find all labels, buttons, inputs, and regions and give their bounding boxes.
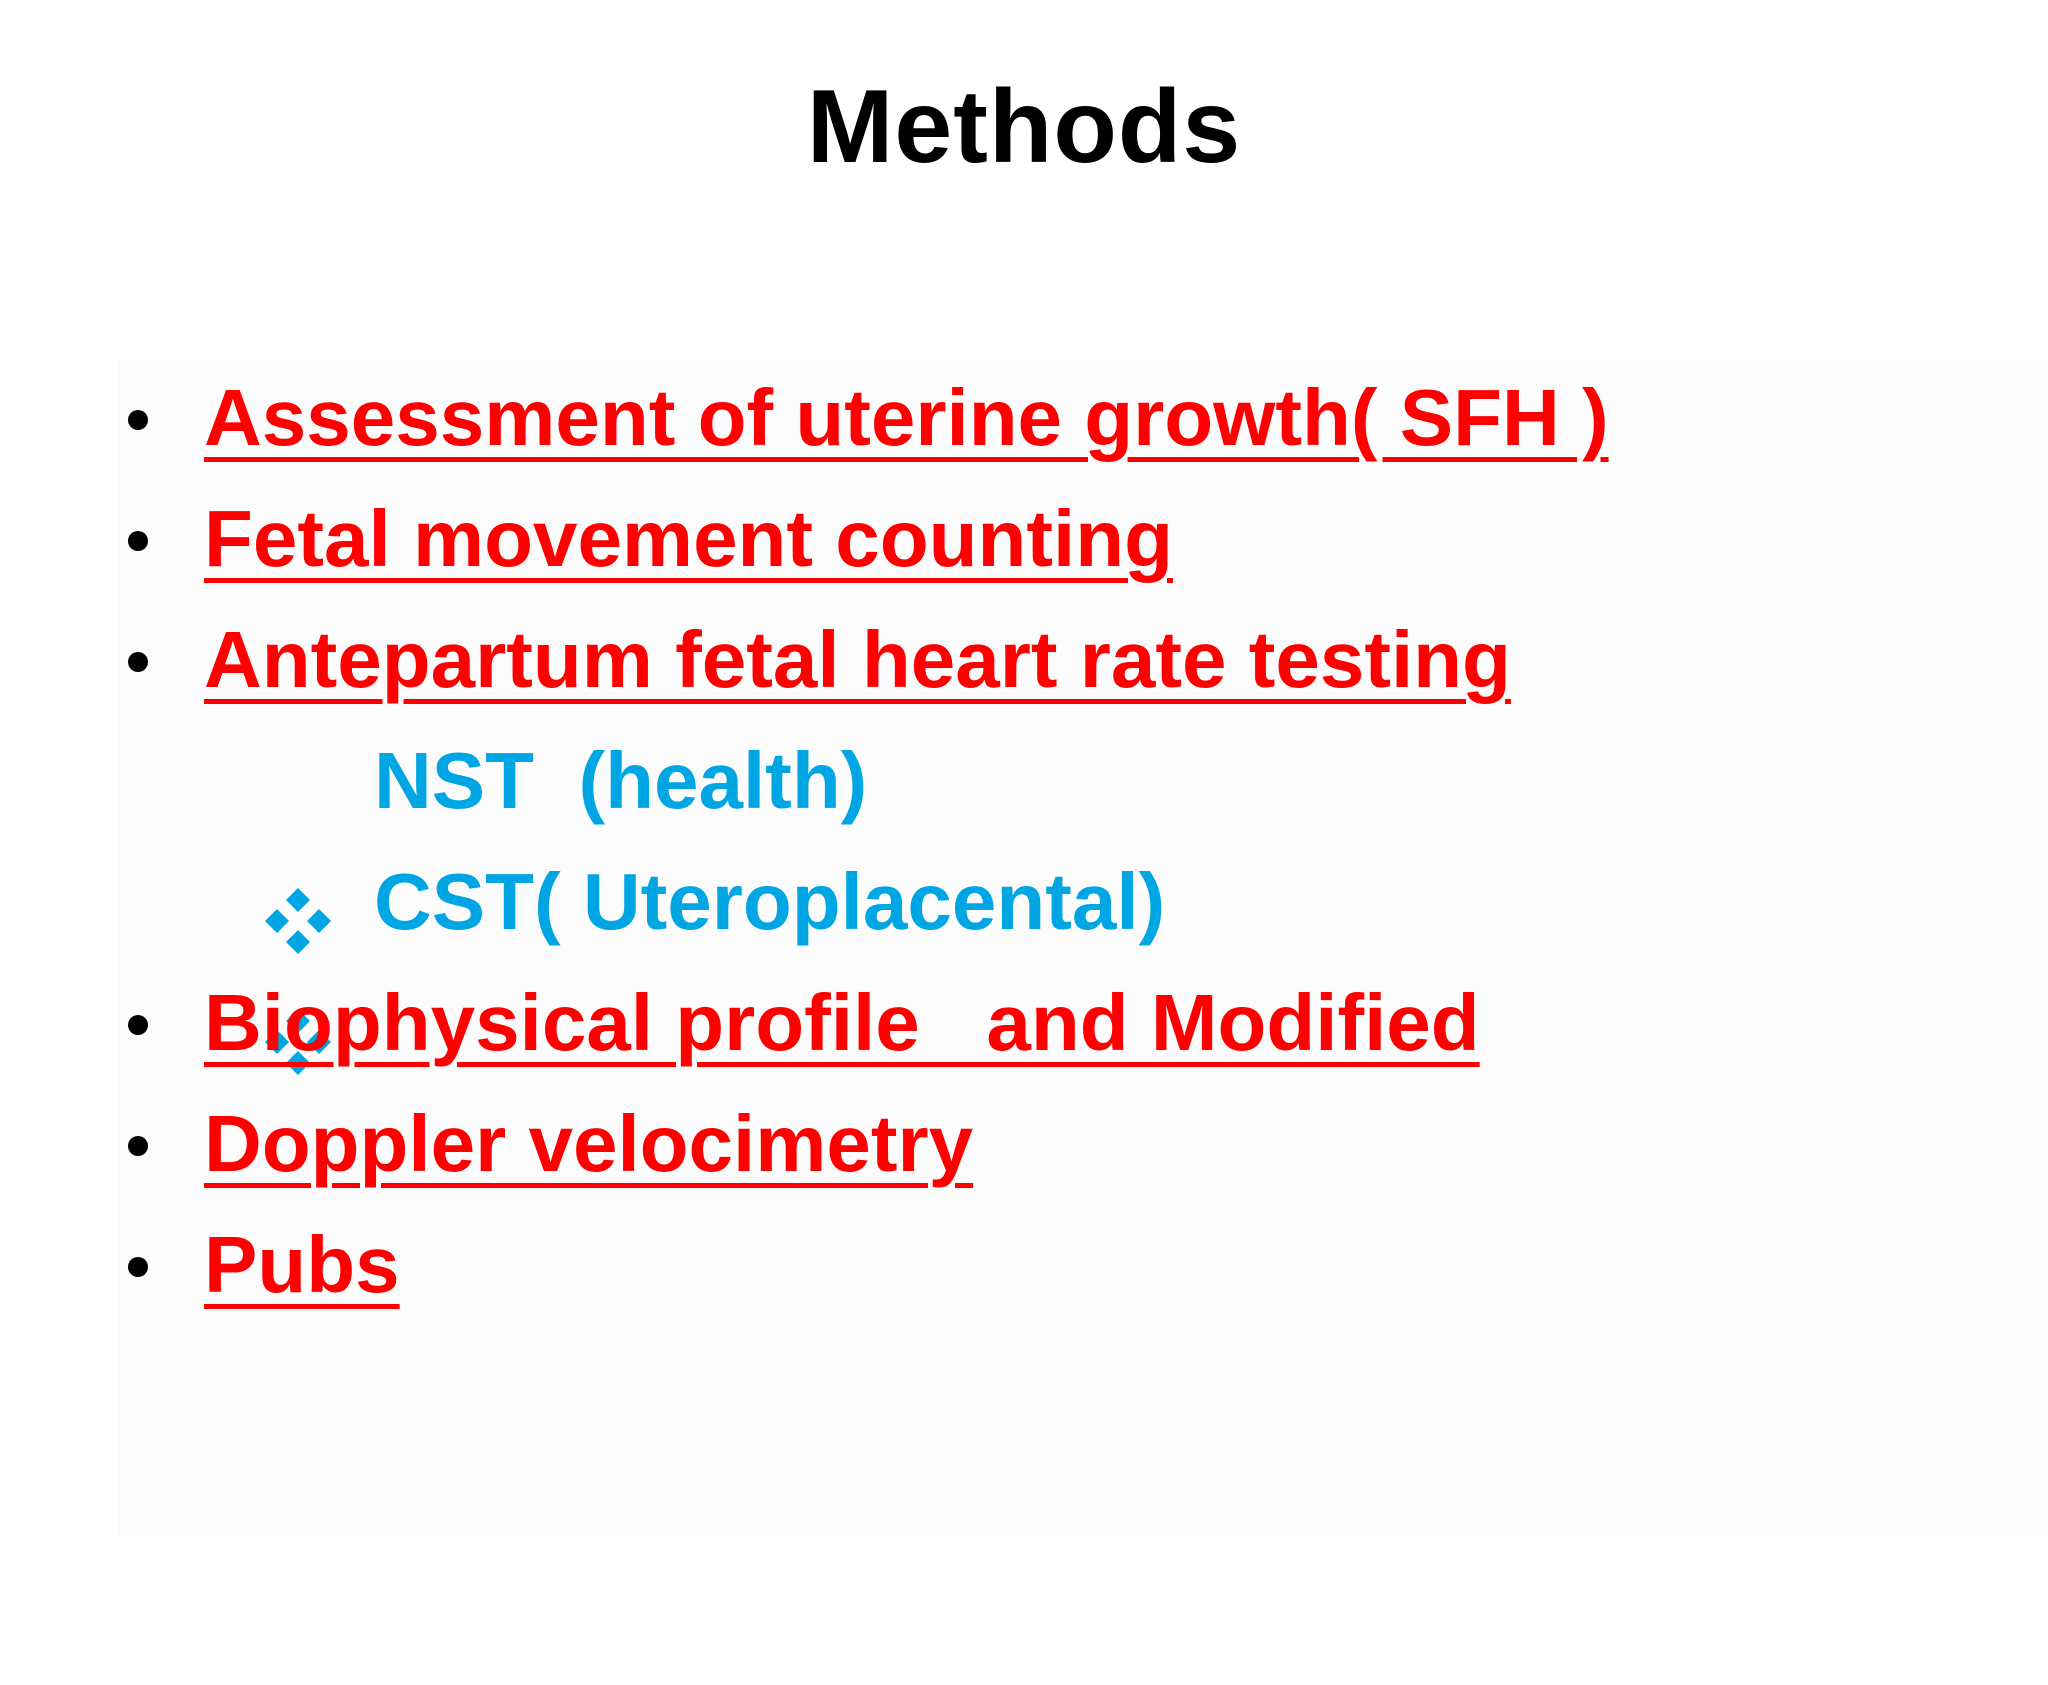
list-item bbox=[0, 600, 1511, 720]
list-item-text: Pubs bbox=[204, 1220, 400, 1309]
list-item bbox=[0, 963, 1480, 1083]
bullet-dot-icon bbox=[122, 600, 162, 720]
list-item bbox=[0, 1205, 400, 1325]
sub-list-item bbox=[0, 842, 1166, 962]
list-item-text: Assessment of uterine growth( SFH ) bbox=[204, 373, 1609, 462]
sub-list-item-text: CST( Uteroplacental) bbox=[374, 857, 1166, 946]
slide-title: Methods bbox=[806, 69, 1242, 185]
list-item-text: Doppler velocimetry bbox=[204, 1099, 974, 1188]
list-item-text: Fetal movement counting bbox=[204, 494, 1173, 583]
list-item-text: Antepartum fetal heart rate testing bbox=[204, 615, 1511, 704]
bullet-dot-icon bbox=[122, 1205, 162, 1325]
list-item-text: Biophysical profile and Modified bbox=[204, 978, 1480, 1067]
list-item bbox=[0, 1084, 974, 1204]
list-item bbox=[0, 358, 1609, 478]
sub-list-item bbox=[0, 721, 868, 841]
bullet-dot-icon bbox=[122, 1084, 162, 1204]
four-diamond-icon bbox=[130, 870, 200, 940]
sub-list-item-text: NST (health) bbox=[374, 736, 868, 825]
four-diamond-icon bbox=[130, 749, 200, 819]
list-item bbox=[0, 479, 1173, 599]
bullet-dot-icon bbox=[122, 963, 162, 1083]
bullet-dot-icon bbox=[122, 358, 162, 478]
bullet-dot-icon bbox=[122, 479, 162, 599]
